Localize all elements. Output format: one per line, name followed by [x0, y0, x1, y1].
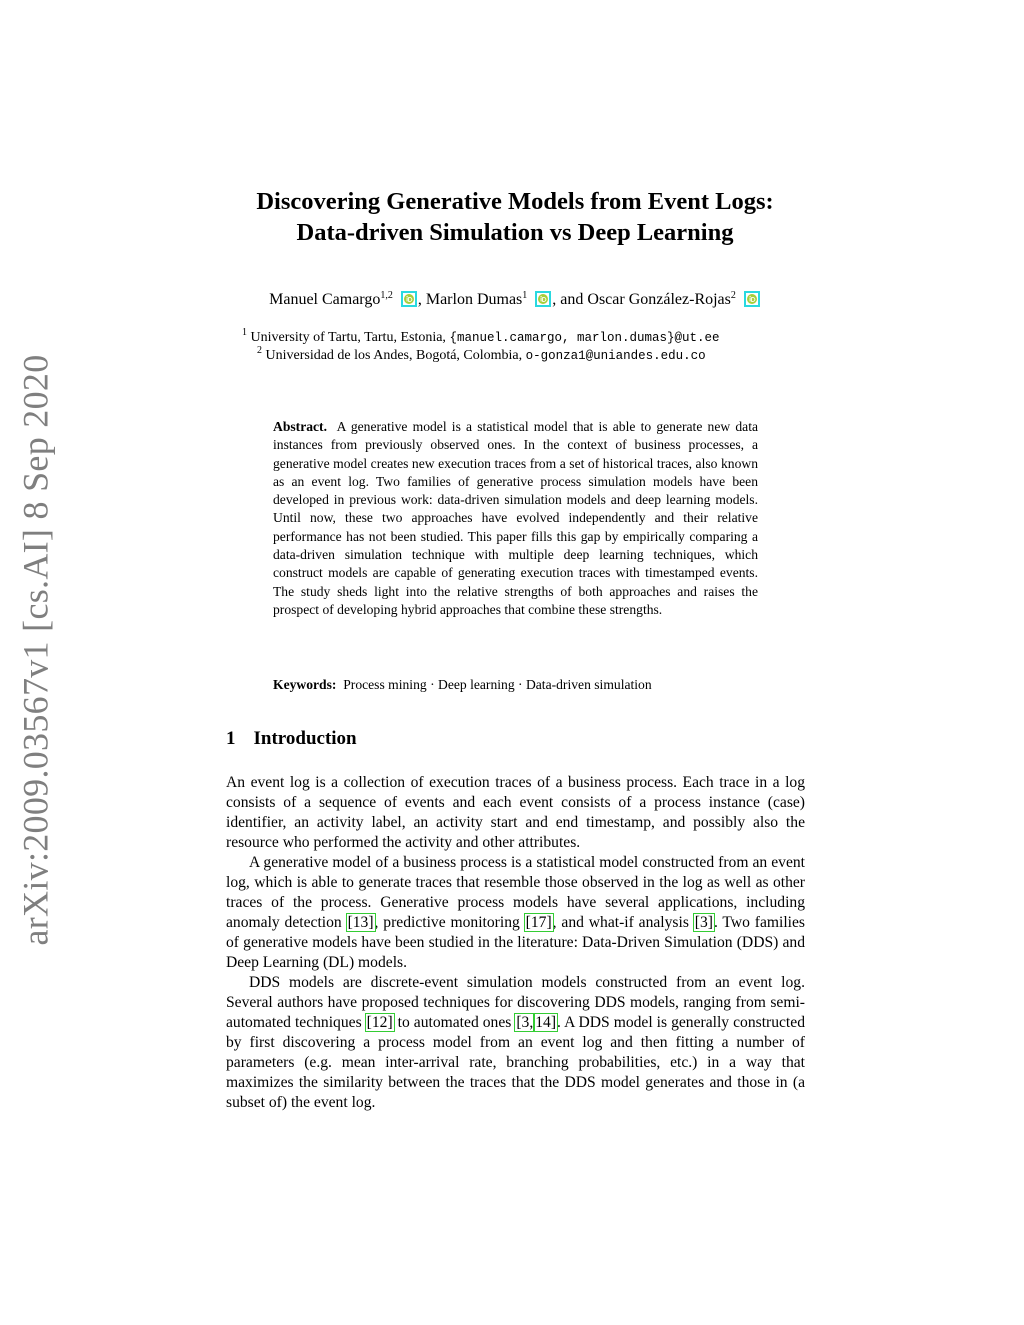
keywords-text: Process mining · Deep learning · Data-driven simulation — [343, 677, 652, 692]
author-affiliation-mark: 2 — [730, 290, 736, 301]
affiliation-line — [230, 329, 810, 347]
orcid-icon[interactable] — [401, 291, 417, 307]
affiliation-line — [230, 347, 810, 365]
author-name: Oscar González-Rojas — [587, 291, 731, 308]
affiliation-email[interactable]: o-gonza1@uniandes.edu.co — [525, 349, 706, 363]
paragraph-text: , predictive monitoring — [374, 914, 525, 931]
citation-link[interactable]: 14] — [535, 1014, 557, 1031]
abstract-label: Abstract. — [273, 419, 327, 434]
author-separator: , — [417, 291, 426, 308]
section-title: Introduction — [253, 728, 357, 749]
section-number: 1 — [226, 728, 236, 749]
abstract — [273, 418, 758, 619]
author-affiliation-mark: 1,2 — [380, 290, 393, 301]
keywords-label: Keywords: — [273, 677, 337, 692]
paragraph-text: DDS models are discrete-event simulation models constructed from an event log. Several authors have proposed techniques for discovering DDS models, ranging from semi-automated techniques — [226, 974, 805, 1031]
paper-title — [150, 186, 880, 248]
abstract-text: A generative model is a statistical model that is able to generate new data instances from previously observed ones. In the context of business processes, a generative model creates new execution traces from a set of historical traces, also known as an event log. Two families of generative process simulation models have been developed in previous work: data-driven simulation models and deep learning models. Until now, these two approaches have evolved independently and their relative performance has not been studied. This paper fills this gap by empirically comparing a data-driven simulation technique with multiple deep learning techniques, which construct models are capable of generating execution traces with timestamped events. The study sheds light into the relative strengths of both approaches and raises the prospect of developing hybrid approaches that combine these strengths. — [273, 419, 759, 617]
citation-link[interactable]: [3] — [694, 914, 713, 931]
author-list — [150, 288, 880, 312]
title-line-1: Discovering Generative Models from Event Logs: — [256, 188, 774, 215]
paragraph — [226, 853, 805, 973]
paragraph-text: . A DDS model is generally constructed by first discovering a process model from an event log and then fitting a number of parameters (e.g. mean inter-arrival rate, branching probabilities, etc.) in a way that maximizes the similarity between the traces that the DDS model generates and those in (a subset of) the event log. — [226, 1014, 805, 1111]
citation-link[interactable]: [13] — [347, 914, 374, 931]
affiliation-text: University of Tartu, Tartu, Estonia, — [250, 330, 450, 345]
paragraph-text: to automated ones — [393, 1014, 516, 1031]
title-line-2: Data-driven Simulation vs Deep Learning — [296, 219, 734, 246]
affiliation-text: Universidad de los Andes, Bogotá, Colombia, — [265, 348, 526, 363]
paragraph — [226, 973, 805, 1113]
author-separator: , and — [552, 291, 588, 308]
arxiv-identifier-stamp — [6, 354, 66, 946]
author-name: Marlon Dumas — [425, 291, 523, 308]
citation-link[interactable]: [3, — [516, 1014, 534, 1031]
affiliation-number: 2 — [257, 345, 262, 356]
orcid-icon[interactable] — [744, 291, 760, 307]
affiliation-email[interactable]: {manuel.camargo, marlon.dumas}@ut.ee — [449, 331, 720, 345]
citation-link[interactable]: [12] — [366, 1014, 393, 1031]
paragraph: An event log is a collection of execution traces of a business process. Each trace in a log consists of a sequence of events and each event consists of a process instance (case) identifier, an activity label, an activity start and end timestamp, and possibly also the resource who performed the activity and other attributes. — [226, 774, 805, 851]
author-affiliation-mark: 1 — [522, 290, 528, 301]
paragraph-text: . Two families of generative models have been studied in the literature: Data-Driven Simulation (DDS) and Deep Learning (DL) models. — [226, 914, 806, 971]
paragraph-text: A generative model of a business process is a statistical model constructed from an event log, which is able to generate traces that resemble those observed in the log as well as other traces of the process. Generative process models have several applications, including anomaly detection — [226, 854, 805, 931]
keywords — [273, 676, 793, 694]
orcid-icon[interactable] — [535, 291, 551, 307]
section-heading — [226, 728, 357, 750]
citation-link[interactable]: [17] — [525, 914, 552, 931]
author-name: Manuel Camargo — [269, 291, 381, 308]
affiliations — [230, 329, 810, 365]
introduction-body — [226, 773, 805, 1113]
arxiv-stamp-text: arXiv:2009.03567v1 [cs.AI] 8 Sep 2020 — [16, 354, 56, 946]
affiliation-number: 1 — [242, 327, 247, 338]
paragraph-text: , and what-if analysis — [552, 914, 694, 931]
